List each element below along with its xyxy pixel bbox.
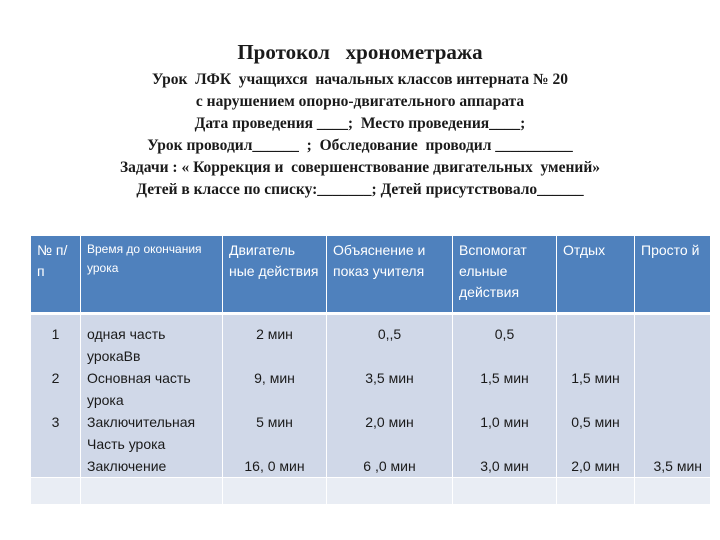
cell-num — [31, 345, 80, 367]
cell-motor — [223, 389, 326, 411]
motor-column — [223, 314, 327, 478]
cell-rest — [557, 389, 634, 411]
cell-idle — [635, 323, 702, 345]
cell-time: Часть урока — [87, 436, 166, 452]
cell-idle — [635, 367, 702, 389]
col-header-num: № п/п — [31, 236, 81, 314]
cell-rest — [557, 345, 634, 367]
cell-time: урокаВв — [87, 348, 141, 364]
col-header-explain: Объяснение и показ учителя — [327, 236, 453, 314]
tasks-line: Задачи : « Коррекция и совершенствование двигательных умений» — [119, 159, 601, 176]
aux-column — [453, 314, 557, 478]
cell-num — [31, 433, 80, 455]
cell-motor: 16, 0 мин — [244, 458, 305, 474]
conductor-line: Урок проводил______ ; Обследование проводил __________ — [147, 137, 573, 154]
date-place-line: Дата проведения ____; Место проведения____; — [194, 115, 526, 132]
cell-num: 2 — [51, 370, 60, 386]
time-column — [81, 314, 223, 478]
cell-num: 1 — [51, 326, 60, 342]
cell-explain — [327, 433, 452, 455]
cell-time: Основная часть — [87, 370, 191, 386]
cell-aux: 1,0 мин — [480, 414, 529, 430]
cell-rest — [557, 323, 634, 345]
cell-num: 3 — [51, 414, 60, 430]
children-count-line: Детей в классе по списку:_______; Детей присутствовало______ — [136, 181, 584, 198]
cell-time: одная часть — [87, 326, 166, 342]
cell-num — [31, 455, 80, 477]
cell-aux: 0,5 — [494, 326, 515, 342]
cell-aux: 1,5 мин — [480, 370, 529, 386]
cell-explain: 6 ,0 мин — [363, 458, 416, 474]
cell-idle — [635, 411, 702, 433]
col-header-time: Время до окончания урока — [81, 236, 223, 314]
cell-time: урока — [87, 392, 124, 408]
page-title: Протокол хронометража — [237, 40, 483, 64]
col-header-aux: Вспомогат ельные действия — [453, 236, 557, 314]
cell-aux: 3,0 мин — [480, 458, 529, 474]
cell-explain: 0,,5 — [377, 326, 402, 342]
cell-rest: 0,5 мин — [571, 414, 620, 430]
explain-column — [327, 314, 453, 478]
cell-motor — [223, 433, 326, 455]
cell-idle — [635, 433, 702, 455]
cell-motor: 5 мин — [256, 414, 293, 430]
cell-rest — [557, 433, 634, 455]
cell-motor — [223, 345, 326, 367]
cell-idle: 3,5 мин — [653, 458, 702, 474]
cell-aux — [453, 389, 556, 411]
protocol-header — [0, 40, 720, 201]
cell-rest: 2,0 мин — [571, 458, 620, 474]
subtitle-condition: с нарушением опорно-двигательного аппарата — [195, 93, 525, 110]
cell-motor: 9, мин — [254, 370, 295, 386]
chronometry-table — [30, 236, 711, 504]
cell-explain — [327, 389, 452, 411]
cell-motor: 2 мин — [256, 326, 293, 342]
num-column — [31, 314, 81, 478]
table-header-row — [31, 236, 711, 314]
table-empty-row — [31, 478, 711, 505]
cell-idle — [635, 345, 702, 367]
table-row — [31, 314, 711, 478]
cell-explain: 3,5 мин — [365, 370, 414, 386]
idle-column — [635, 314, 711, 478]
cell-aux — [453, 345, 556, 367]
cell-rest: 1,5 мин — [571, 370, 620, 386]
subtitle-lesson: Урок ЛФК учащихся начальных классов интерната № 20 — [152, 71, 568, 88]
cell-num — [31, 389, 80, 411]
col-header-rest: Отдых — [557, 236, 635, 314]
cell-time: Заключительная — [87, 414, 196, 430]
cell-time: Заключение — [87, 458, 167, 474]
col-header-idle: Просто й — [635, 236, 711, 314]
col-header-motor: Двигатель ные действия — [223, 236, 327, 314]
cell-explain — [327, 345, 452, 367]
cell-aux — [453, 433, 556, 455]
cell-idle — [635, 389, 702, 411]
cell-explain: 2,0 мин — [365, 414, 414, 430]
rest-column — [557, 314, 635, 478]
